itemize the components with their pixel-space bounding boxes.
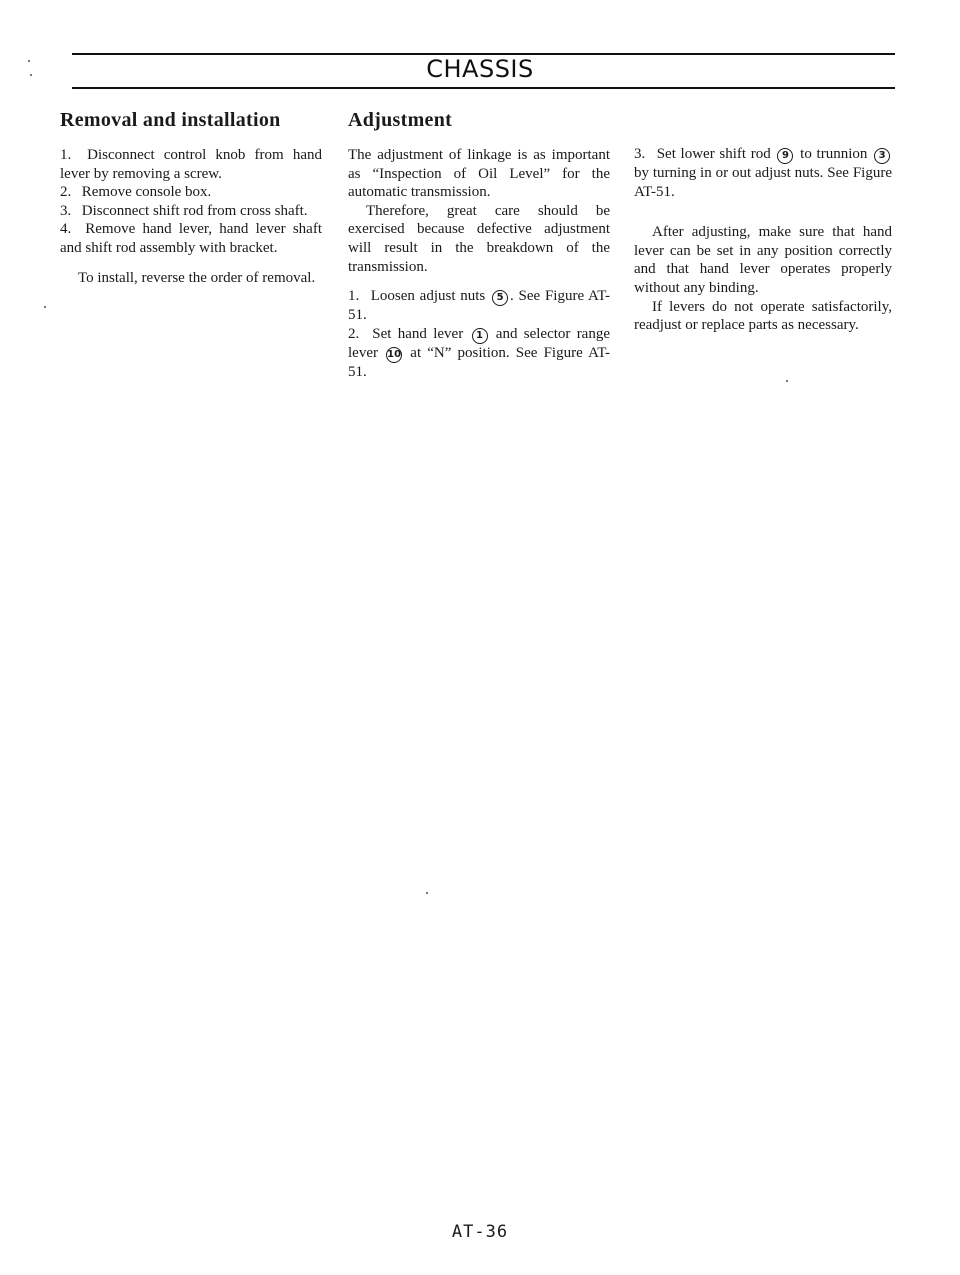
post-adjust-check-2: If levers do not operate satisfactorily, readjust or replace parts as necessary. [634,298,892,334]
adjustment-step-3 [634,145,892,201]
step-number: 2. [348,325,360,342]
step-number: 4. [60,221,72,238]
post-adjust-check-1: After adjusting, make sure that hand lever can be set in any position correctly and that hand lever operates properly without any binding. [634,224,892,296]
install-note: To install, reverse the order of removal. [78,269,316,286]
part-ref-1-icon: 1 [472,328,488,344]
step-number: 1. [60,147,72,163]
step-text: at “N” position. See Figure AT-51. [348,344,611,380]
scan-speck [786,380,788,382]
step-text: Disconnect control knob from hand lever by removing a screw. [60,147,323,182]
removal-installation-column [60,108,322,287]
step-text: Disconnect shift rod from cross shaft. [81,202,308,219]
part-ref-10-icon: 10 [386,347,402,363]
step-text: . See Figure AT-51. [348,288,611,324]
adjustment-continued-column [634,145,892,335]
step-text: to trunnion [800,146,868,162]
step-text: by turning in or out adjust nuts. See Figure AT-51. [634,165,892,200]
page-number: AT-36 [451,1222,509,1242]
step-text: Loosen adjust nuts [370,288,486,305]
adjustment-heading: Adjustment [348,109,453,131]
step-number: 3. [634,146,646,162]
step-text: Set hand lever [372,325,464,342]
removal-step-1 [60,146,322,183]
step-text: Remove hand lever, hand lever shaft and shift rod assembly with bracket. [60,221,323,256]
step-number: 2. [60,184,72,201]
step-number: 3. [60,202,72,219]
step-number: 1. [348,288,360,305]
step-text: Remove console box. [81,184,212,201]
part-ref-9-icon: 9 [777,148,793,164]
adjustment-intro-2: Therefore, great care should be exercised because defective adjustment will result in the breakdown of the transmission. [348,202,610,275]
removal-step-3 [60,202,322,221]
step-text: and selector range lever [348,325,610,361]
adjustment-step-1 [348,287,610,325]
step-text: Set lower shift rod [656,146,771,162]
adjustment-column [348,108,610,381]
removal-step-2 [60,183,322,202]
part-ref-5-icon: 5 [492,290,508,306]
removal-installation-heading: Removal and installation [60,109,281,131]
scan-speck [28,60,30,62]
part-ref-3-icon: 3 [874,148,890,164]
adjustment-intro-1: The adjustment of linkage is as important as “Inspection of Oil Level” for the automatic transmission. [348,147,610,201]
adjustment-step-2 [348,325,610,382]
scan-speck [426,892,428,894]
scan-speck [44,306,46,308]
removal-step-4 [60,220,322,257]
section-title: CHASSIS [426,55,534,83]
header-rule-bottom [72,87,895,89]
scan-speck [30,74,32,76]
